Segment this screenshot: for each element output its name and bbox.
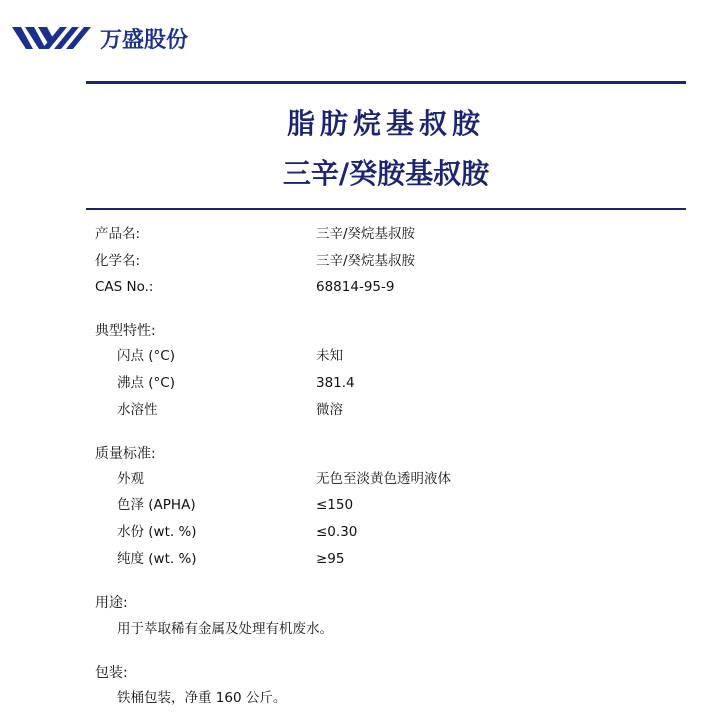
spec-label: 外观 [117,471,144,487]
chem-name-label: 化学名: [95,253,141,269]
usage-heading: 用途: [95,595,128,611]
spec-value: ≤150 [316,497,354,513]
company-logo [12,20,188,56]
property-label: 沸点 (°C) [117,375,176,391]
logo-mark-icon [12,23,94,53]
property-label: 水溶性 [117,402,158,418]
spec-value: 无色至淡黄色透明液体 [316,471,451,487]
spec-value: ≤0.30 [316,524,358,540]
packaging-heading: 包装: [95,665,128,681]
quality-heading: 质量标准: [95,446,156,462]
product-name-label: 产品名: [95,226,141,242]
title-line-1: 脂肪烷基叔胺 [286,107,485,140]
title-line-2: 三辛/癸胺基叔胺 [282,157,490,190]
cas-value: 68814-95-9 [316,279,395,295]
logo-text: 万盛股份 [100,27,189,53]
product-name-value: 三辛/癸烷基叔胺 [316,226,416,242]
usage-text: 用于萃取稀有金属及处理有机废水。 [117,621,333,637]
property-value: 381.4 [316,375,355,391]
property-label: 闪点 (°C) [117,348,176,364]
title-divider [86,208,686,210]
spec-label: 纯度 (wt. %) [117,551,197,567]
spec-value: ≥95 [316,551,345,567]
property-value: 未知 [316,348,343,364]
spec-label: 水份 (wt. %) [117,524,197,540]
cas-label: CAS No.: [95,279,154,295]
property-value: 微溶 [316,402,343,418]
top-divider [86,81,686,84]
typical-heading: 典型特性: [95,323,156,339]
spec-label: 色泽 (APHA) [117,497,196,513]
chem-name-value: 三辛/癸烷基叔胺 [316,253,416,269]
packaging-text: 铁桶包装，净重 160 公斤。 [117,690,287,706]
